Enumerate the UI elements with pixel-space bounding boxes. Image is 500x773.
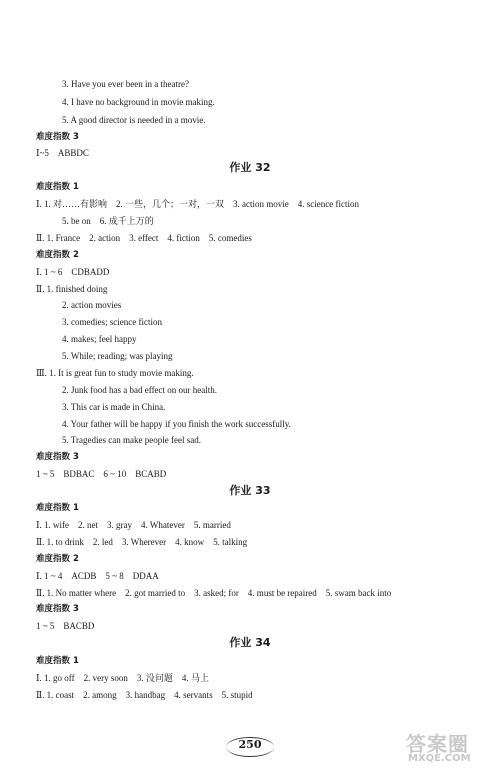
answer-line: Ⅱ. 1. France 2. action 3. effect 4. fiction 5. comedies <box>36 233 252 243</box>
answer-line: Ⅰ~5 ABBDC <box>36 148 89 158</box>
answer-line: Ⅰ. 1. wife 2. net 3. gray 4. Whatever 5. married <box>36 520 231 530</box>
answer-line: Ⅰ. 1. go off 2. very soon 3. 没问题 4. 马上 <box>36 673 209 683</box>
answer-line: 4. Your father will be happy if you finish the work successfully. <box>62 419 291 429</box>
watermark-logo: 答案圈 <box>406 732 469 756</box>
difficulty-heading: 难度指数 3 <box>36 452 79 462</box>
homework-title: 作业 34 <box>229 636 271 649</box>
difficulty-heading: 难度指数 3 <box>36 604 79 614</box>
answer-line: Ⅱ. 1. to drink 2. led 3. Wherever 4. know 5. talking <box>36 537 248 547</box>
answer-line: 3. comedies; science fiction <box>62 317 162 327</box>
answer-line: 5. While; reading; was playing <box>62 351 173 361</box>
answer-line: 5. A good director is needed in a movie. <box>62 115 206 125</box>
answer-line: 4. makes; feel happy <box>62 334 137 344</box>
answer-line: 5. Tragedies can make people feel sad. <box>62 435 201 445</box>
answer-line: 2. Junk food has a bad effect on our health. <box>62 385 218 395</box>
difficulty-heading: 难度指数 3 <box>36 132 79 142</box>
answer-line: Ⅱ. 1. finished doing <box>36 284 108 294</box>
page-number: 250 <box>238 738 262 751</box>
answer-line: 2. action movies <box>62 300 122 310</box>
answer-line: Ⅱ. 1. coast 2. among 3. handbag 4. servants 5. stupid <box>36 690 253 700</box>
answer-line: Ⅰ. 1 ~ 4 ACDB 5 ~ 8 DDAA <box>36 571 159 581</box>
difficulty-heading: 难度指数 1 <box>36 503 79 513</box>
answer-line: 1 ~ 5 BACBD <box>36 621 95 631</box>
answer-line: 3. Have you ever been in a theatre? <box>62 79 189 89</box>
answer-line: Ⅱ. 1. No matter where 2. got married to 3. asked; for 4. must be repaired 5. swam back into <box>36 588 392 598</box>
difficulty-heading: 难度指数 1 <box>36 182 79 192</box>
watermark-url: MXQE.COM <box>408 753 471 764</box>
difficulty-heading: 难度指数 2 <box>36 554 79 564</box>
answer-line: Ⅰ. 1. 对……有影响 2. 一些，几个；一对，一双 3. action movie 4. science fiction <box>36 199 360 209</box>
difficulty-heading: 难度指数 2 <box>36 250 79 260</box>
answer-line: 1 ~ 5 BDBAC 6 ~ 10 BCABD <box>36 469 167 479</box>
answer-line: 3. This car is made in China. <box>62 402 166 412</box>
answer-line: 4. I have no background in movie making. <box>62 97 215 107</box>
answer-line: Ⅲ. 1. It is great fun to study movie making. <box>36 368 194 378</box>
answer-line: 5. be on 6. 成千上万的 <box>62 216 154 226</box>
watermark <box>406 728 492 768</box>
answer-line: Ⅰ. 1 ~ 6 CDBADD <box>36 267 110 277</box>
difficulty-heading: 难度指数 1 <box>36 656 79 666</box>
homework-title: 作业 33 <box>229 484 271 497</box>
homework-title: 作业 32 <box>229 161 271 174</box>
